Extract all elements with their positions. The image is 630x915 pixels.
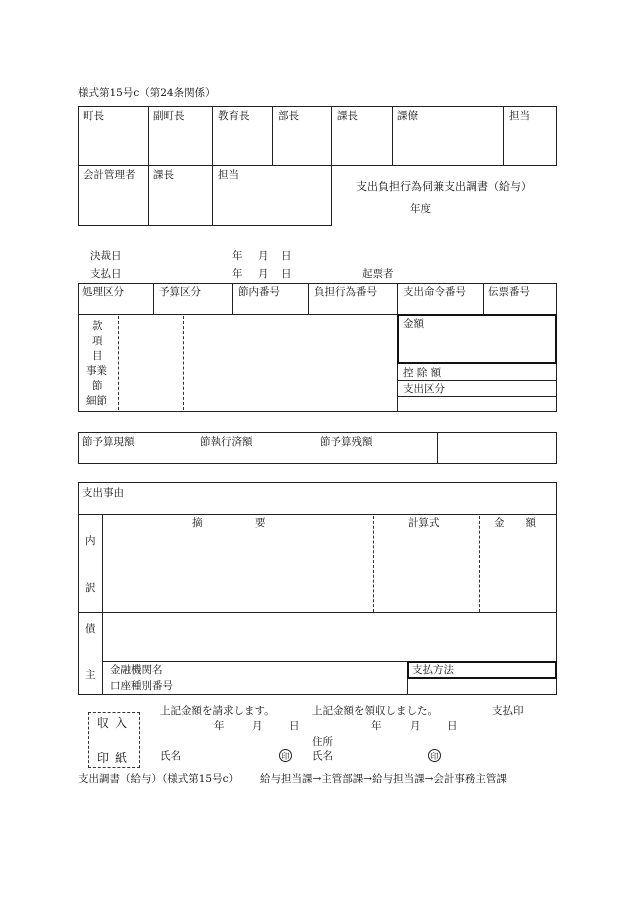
decision-month: 月 (258, 250, 269, 262)
amount-label: 金額 (403, 318, 424, 330)
approval-section: 課長 (337, 110, 358, 122)
budget-remaining: 節予算残額 (320, 436, 373, 448)
form-id: 様式第15号c（第24条関係） (78, 87, 216, 99)
breakdown-uchi: 内 (85, 535, 96, 547)
budget-executed: 節執行済額 (200, 436, 253, 448)
footer-form-name: 支出調書（給与）（様式第15号c） (78, 773, 239, 785)
receipt-day: 日 (447, 720, 458, 732)
payment-date-label: 支払日 (90, 268, 122, 280)
document-title: 支出負担行為伺兼支出調書（給与） (356, 180, 532, 193)
code-processing: 処理区分 (82, 286, 124, 298)
approval-section-2: 課長 (153, 169, 174, 181)
approval-deputy: 副町長 (153, 110, 185, 122)
address-label: 住所 (312, 736, 333, 748)
creditor-shu: 主 (85, 669, 96, 681)
claim-day: 日 (289, 720, 300, 732)
approval-accountant: 会計管理者 (83, 169, 136, 181)
drafter-label: 起票者 (362, 268, 394, 280)
item-project: 事業 (86, 365, 107, 377)
receipt-seal-icon: 印 (428, 749, 441, 762)
claim-seal-icon: 印 (279, 749, 292, 762)
claim-name-label: 氏名 (160, 750, 181, 762)
bank-name-label: 金融機関名 (110, 664, 163, 676)
decision-day: 日 (281, 250, 292, 262)
receipt-month: 月 (410, 720, 421, 732)
receipt-year: 年 (371, 720, 382, 732)
claim-month: 月 (252, 720, 263, 732)
claim-text: 上記金額を請求します。 (160, 705, 275, 717)
col-formula: 計算式 (408, 517, 440, 529)
account-label: 口座種別番号 (110, 680, 173, 692)
creditor-sai: 債 (85, 623, 96, 635)
fiscal-year-label: 年度 (410, 203, 431, 215)
claim-year: 年 (214, 720, 225, 732)
code-burden-no: 負担行為番号 (314, 286, 377, 298)
item-moku: 目 (92, 350, 103, 362)
stamp-revenue: 収入 (97, 716, 134, 730)
item-subsetsu: 細節 (86, 395, 107, 407)
approval-charge: 担当 (509, 110, 530, 122)
payment-year: 年 (232, 268, 243, 280)
reason-label: 支出事由 (82, 487, 124, 499)
item-kou: 項 (92, 335, 103, 347)
code-section-no: 節内番号 (238, 286, 280, 298)
item-kan: 款 (92, 320, 103, 332)
approval-town-head: 町長 (83, 110, 104, 122)
deduction-label: 控 除 額 (403, 367, 442, 379)
receipt-text: 上記金額を領収しました。 (312, 705, 438, 717)
approval-staff: 課僚 (397, 110, 418, 122)
stamp-seal: 印紙 (97, 751, 134, 765)
approval-education: 教育長 (218, 110, 250, 122)
payment-month: 月 (258, 268, 269, 280)
payment-method-label: 支払方法 (412, 664, 454, 676)
item-setsu: 節 (92, 380, 103, 392)
payment-day: 日 (281, 268, 292, 280)
decision-date-label: 決裁日 (90, 250, 122, 262)
expense-class-label: 支出区分 (403, 383, 445, 395)
approval-dept: 部長 (278, 110, 299, 122)
breakdown-wake: 訳 (85, 582, 96, 594)
approval-charge-2: 担当 (218, 169, 239, 181)
payment-seal-label: 支払印 (492, 705, 524, 717)
budget-current: 節予算現額 (82, 436, 135, 448)
col-summary: 摘 要 (192, 517, 266, 529)
footer-routing: 給与担当課→主管部課→給与担当課→会計事務主管課 (260, 773, 507, 785)
code-order-no: 支出命令番号 (403, 286, 466, 298)
col-amount: 金 額 (494, 517, 536, 529)
decision-year: 年 (232, 250, 243, 262)
code-slip-no: 伝票番号 (488, 286, 530, 298)
code-budget: 予算区分 (159, 286, 201, 298)
receipt-name-label: 氏名 (312, 750, 333, 762)
